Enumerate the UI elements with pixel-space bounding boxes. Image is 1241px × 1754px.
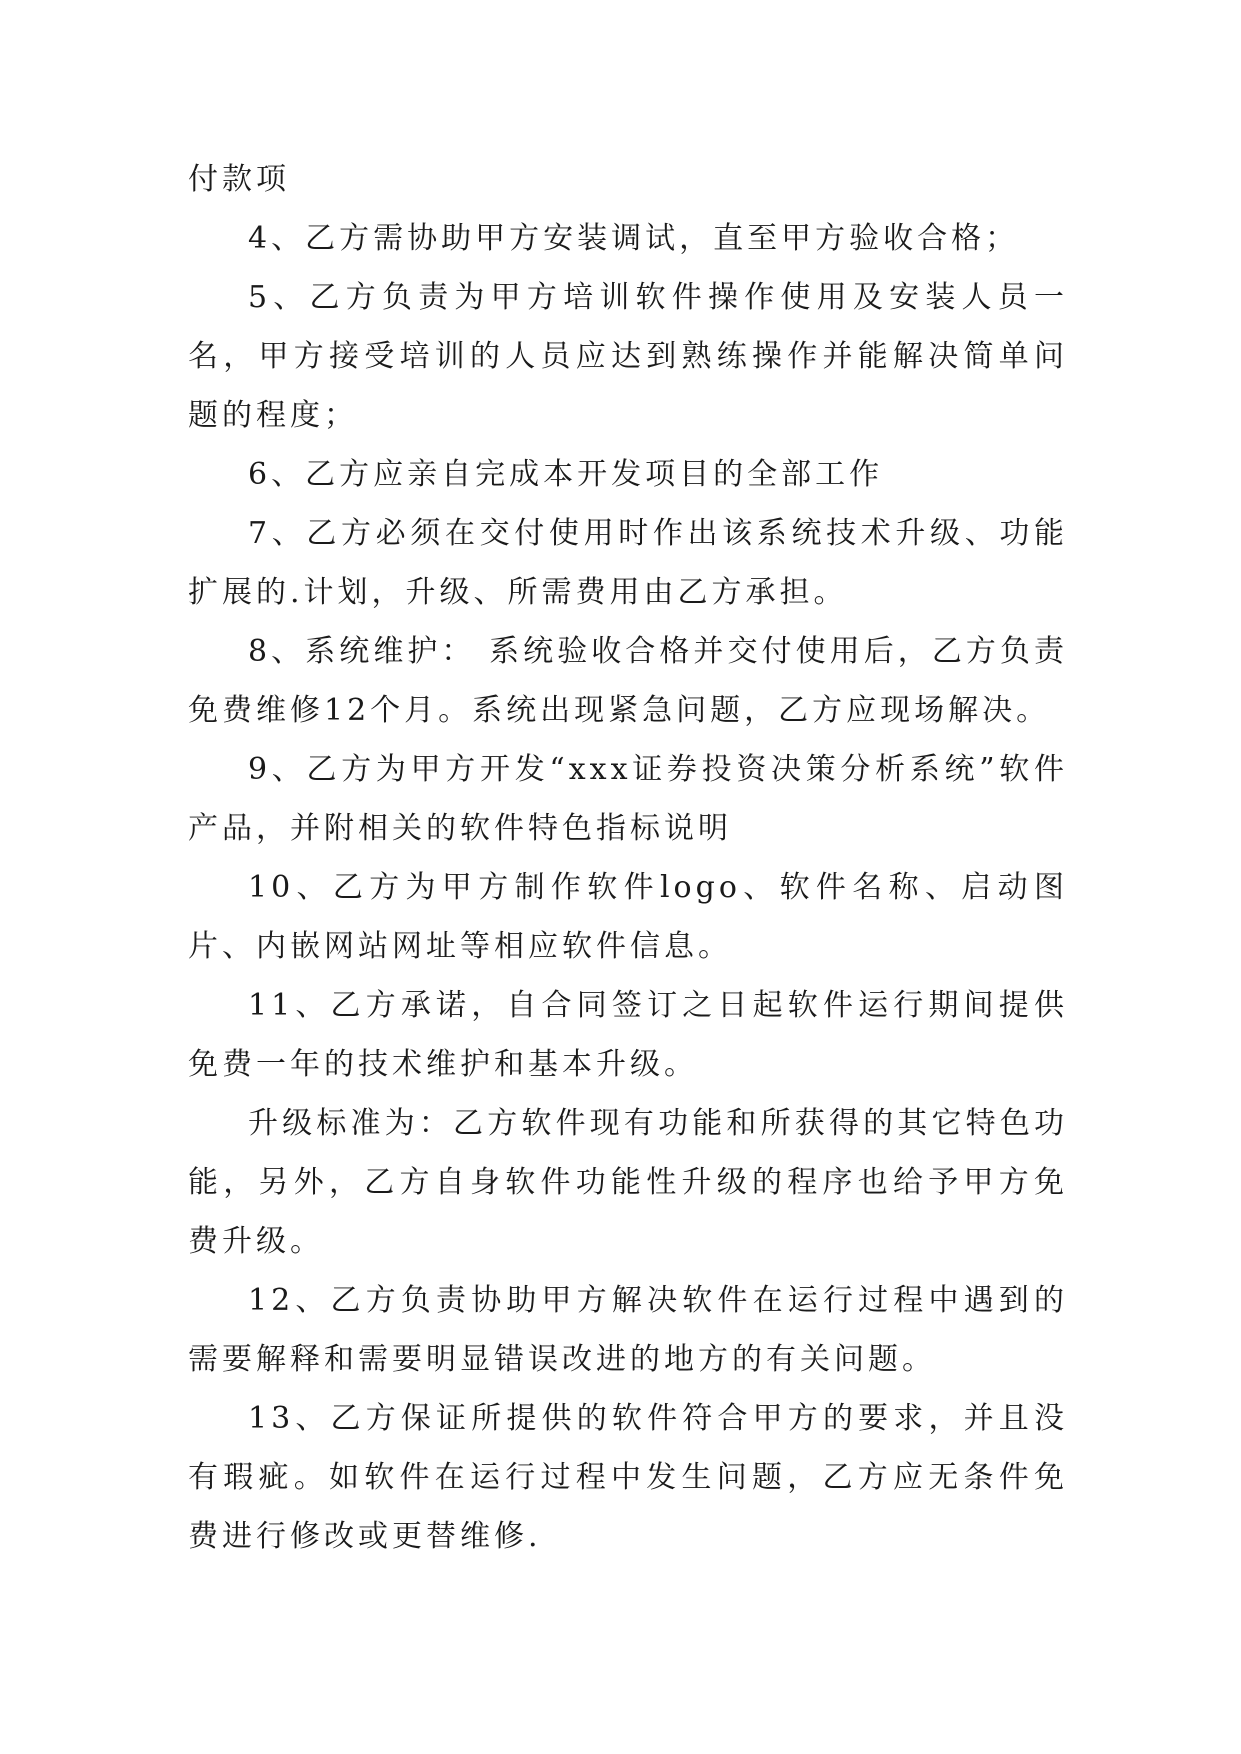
paragraph-upgrade-standard: 升级标准为：乙方软件现有功能和所获得的其它特色功能，另外，乙方自身软件功能性升级的程序也给予甲方免费升级。 <box>188 1106 1068 1259</box>
paragraph-clause-5: 5、乙方负责为甲方培训软件操作使用及安装人员一名，甲方接受培训的人员应达到熟练操作并能解决简单问题的程度； <box>188 280 1068 433</box>
paragraph-clause-13: 13、乙方保证所提供的软件符合甲方的要求，并且没有瑕疵。如软件在运行过程中发生问题，乙方应无条件免费进行修改或更替维修. <box>188 1401 1068 1554</box>
paragraph-clause-9: 9、乙方为甲方开发“xxx证券投资决策分析系统”软件产品，并附相关的软件特色指标说明 <box>188 752 1068 846</box>
document-body <box>188 150 1068 1566</box>
paragraph-clause-12: 12、乙方负责协助甲方解决软件在运行过程中遇到的需要解释和需要明显错误改进的地方的有关问题。 <box>188 1283 1068 1377</box>
paragraph-clause-10: 10、乙方为甲方制作软件logo、软件名称、启动图片、内嵌网站网址等相应软件信息。 <box>188 870 1068 964</box>
paragraph-clause-8: 8、系统维护： 系统验收合格并交付使用后，乙方负责免费维修12个月。系统出现紧急问题，乙方应现场解决。 <box>188 634 1068 728</box>
paragraph-clause-6: 6、乙方应亲自完成本开发项目的全部工作 <box>248 457 884 492</box>
paragraph-clause-4: 4、乙方需协助甲方安装调试，直至甲方验收合格； <box>248 221 1020 256</box>
paragraph-clause-11: 11、乙方承诺，自合同签订之日起软件运行期间提供免费一年的技术维护和基本升级。 <box>188 988 1068 1082</box>
paragraph-payment-item: 付款项 <box>188 162 290 197</box>
paragraph-clause-7: 7、乙方必须在交付使用时作出该系统技术升级、功能扩展的.计划，升级、所需费用由乙方承担。 <box>188 516 1068 610</box>
